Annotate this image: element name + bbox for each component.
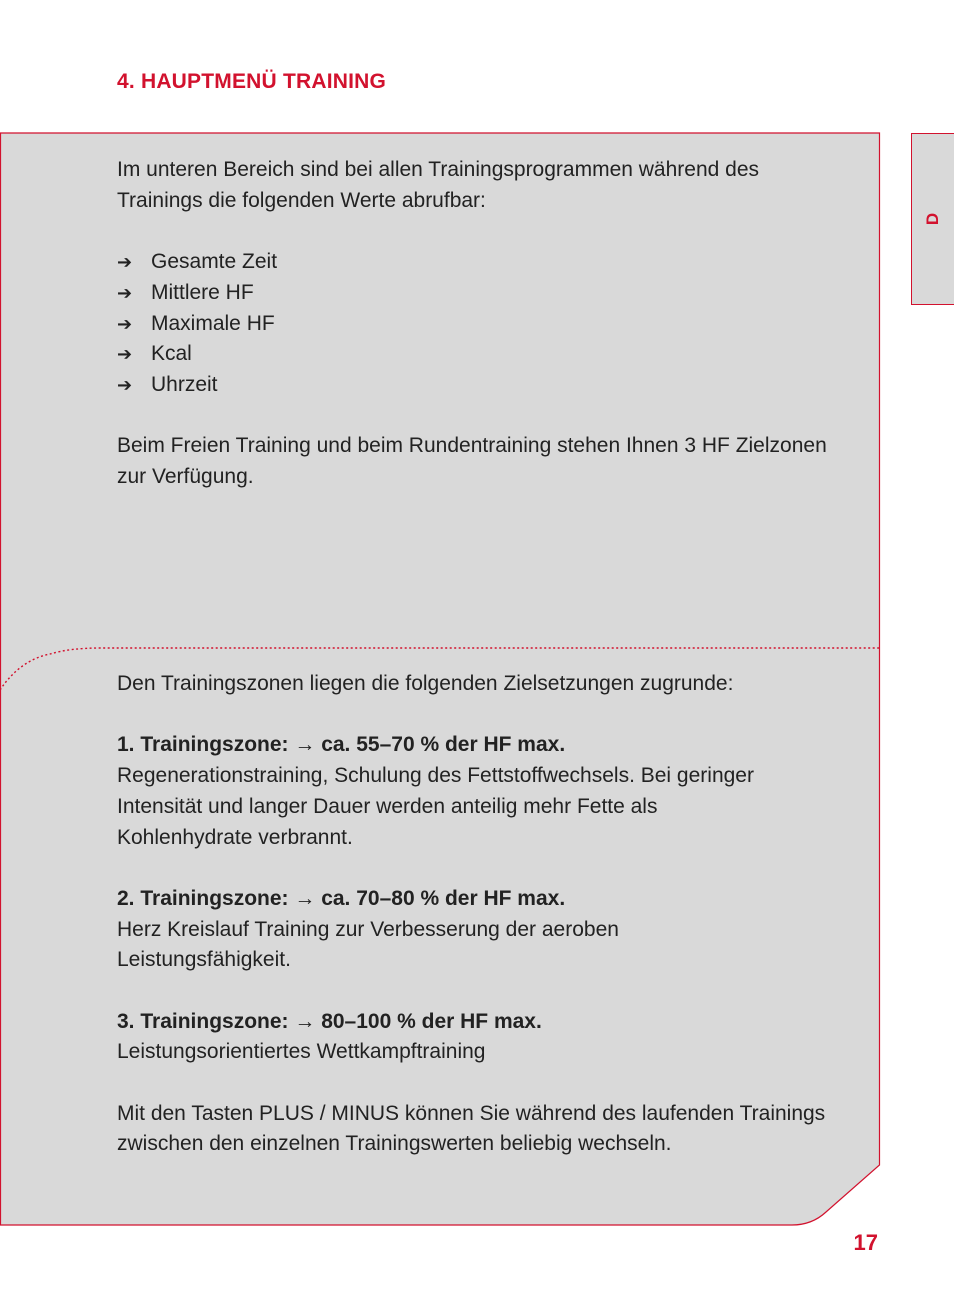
arrow-icon: ➔ bbox=[117, 374, 133, 395]
section-zones bbox=[117, 669, 837, 1160]
zone-3-title: 3. Trainingszone: → 80–100 % der HF max. bbox=[117, 1009, 542, 1033]
section-heading: 4. HAUPTMENÜ TRAINING bbox=[117, 70, 387, 93]
arrow-icon: ➔ bbox=[117, 344, 133, 365]
zone-1-text: Regenerationstraining, Schulung des Fettstoffwechsels. Bei geringer Intensität und langer Dauer werden anteilig mehr Fette als Kohlenhydrate verbrannt. bbox=[117, 764, 754, 849]
zones-outro: Mit den Tasten PLUS / MINUS können Sie während des laufenden Trainings zwischen den einzelnen Trainingswerten beliebig wechseln. bbox=[117, 1101, 826, 1156]
section-values bbox=[117, 155, 837, 493]
arrow-icon: ➔ bbox=[117, 313, 133, 334]
list-item: ➔ Maximale HF bbox=[117, 309, 837, 340]
list-item: ➔ Uhrzeit bbox=[117, 370, 837, 401]
zone-1-title: 1. Trainingszone: → ca. 55–70 % der HF max. bbox=[117, 733, 566, 757]
values-outro: Beim Freien Training und beim Rundentraining stehen Ihnen 3 HF Zielzonen zur Verfügung. bbox=[117, 434, 827, 488]
arrow-icon: ➔ bbox=[117, 282, 133, 303]
zone-2-title: 2. Trainingszone: → ca. 70–80 % der HF max. bbox=[117, 886, 566, 910]
values-intro: Im unteren Bereich sind bei allen Trainingsprogrammen während des Trainings die folgenden Werte abrufbar: bbox=[117, 158, 760, 212]
values-list bbox=[117, 247, 837, 401]
arrow-icon: ➔ bbox=[117, 252, 133, 273]
zone-3-text: Leistungsorientiertes Wettkampftraining bbox=[117, 1040, 486, 1064]
language-tab bbox=[911, 133, 954, 305]
zones-intro: Den Trainingszonen liegen die folgenden Zielsetzungen zugrunde: bbox=[117, 672, 734, 695]
list-item: ➔ Kcal bbox=[117, 339, 837, 370]
list-item: ➔ Mittlere HF bbox=[117, 278, 837, 309]
zone-2-text: Herz Kreislauf Training zur Verbesserung der aeroben Leistungsfähigkeit. bbox=[117, 917, 619, 972]
list-item: ➔ Gesamte Zeit bbox=[117, 247, 837, 278]
page-number: 17 bbox=[853, 1230, 878, 1255]
language-tab-label: D bbox=[923, 212, 942, 226]
